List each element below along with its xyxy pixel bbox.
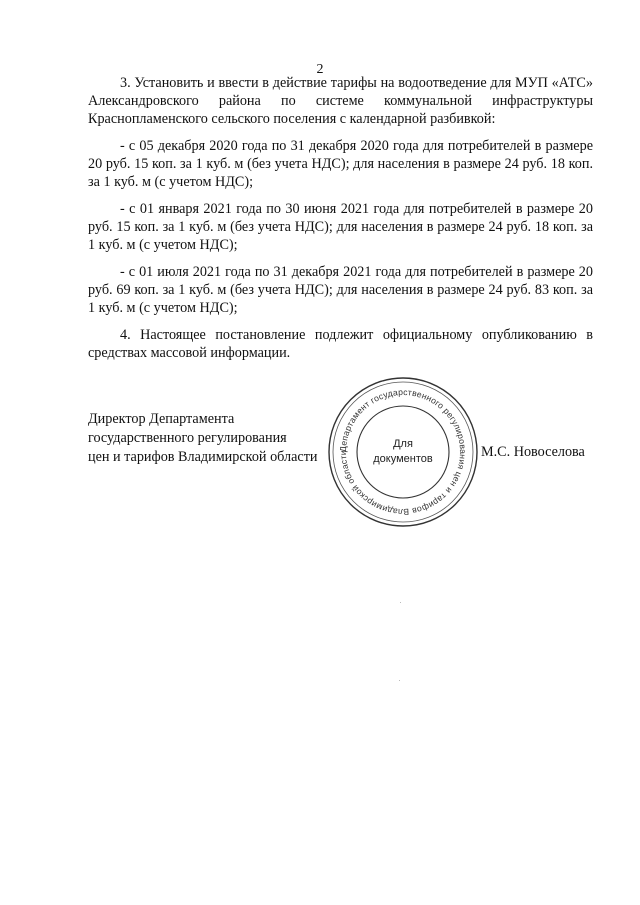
scan-speck [399, 680, 400, 681]
signature-title-line: цен и тарифов Владимирской области [88, 449, 318, 465]
stamp-center-text-line1: Для [393, 438, 413, 450]
signature-title [88, 410, 318, 467]
page-number: 2 [316, 62, 324, 77]
paragraph-period-3: - с 01 июля 2021 года по 31 декабря 2021 года для потребителей в размере 20 руб. 69 коп. за 1 куб. м (без учета НДС); для населения в размере 24 руб. 83 коп. за 1 куб. м (с учетом НДС); [88, 264, 593, 316]
paragraph-period-2: - с 01 января 2021 года по 30 июня 2021 года для потребителей в размере 20 руб. 15 коп. за 1 куб. м (без учета НДС); для населения в размере 24 руб. 18 коп. за 1 куб. м (с учетом НДС); [88, 201, 593, 253]
paragraph-period-1: - с 05 декабря 2020 года по 31 декабря 2020 года для потребителей в размере 20 руб. 15 коп. за 1 куб. м (без учета НДС); для населения в размере 24 руб. 18 коп. за 1 куб. м (с учетом НДС); [88, 138, 593, 190]
document-body [88, 74, 593, 362]
paragraph-tariffs-intro: 3. Установить и ввести в действие тарифы на водоотведение для МУП «АТС» Александровского района по системе коммунальной инфраструктуры Краснопламенского сельского поселения с календарной разбивкой: [88, 75, 593, 127]
signature-title-line: государственного регулирования [88, 430, 287, 446]
stamp-ring-text: Департамент государственного регулирования цен и тарифов Владимирской области [337, 386, 469, 518]
official-seal-stamp [326, 375, 480, 529]
signature-title-line: Директор Департамента [88, 411, 235, 427]
scan-speck [400, 602, 401, 603]
paragraph-publication: 4. Настоящее постановление подлежит официальному опубликованию в средствах массовой информации. [88, 327, 593, 361]
signer-name: М.С. Новоселова [481, 444, 585, 460]
stamp-center-text-line2: документов [373, 453, 433, 465]
